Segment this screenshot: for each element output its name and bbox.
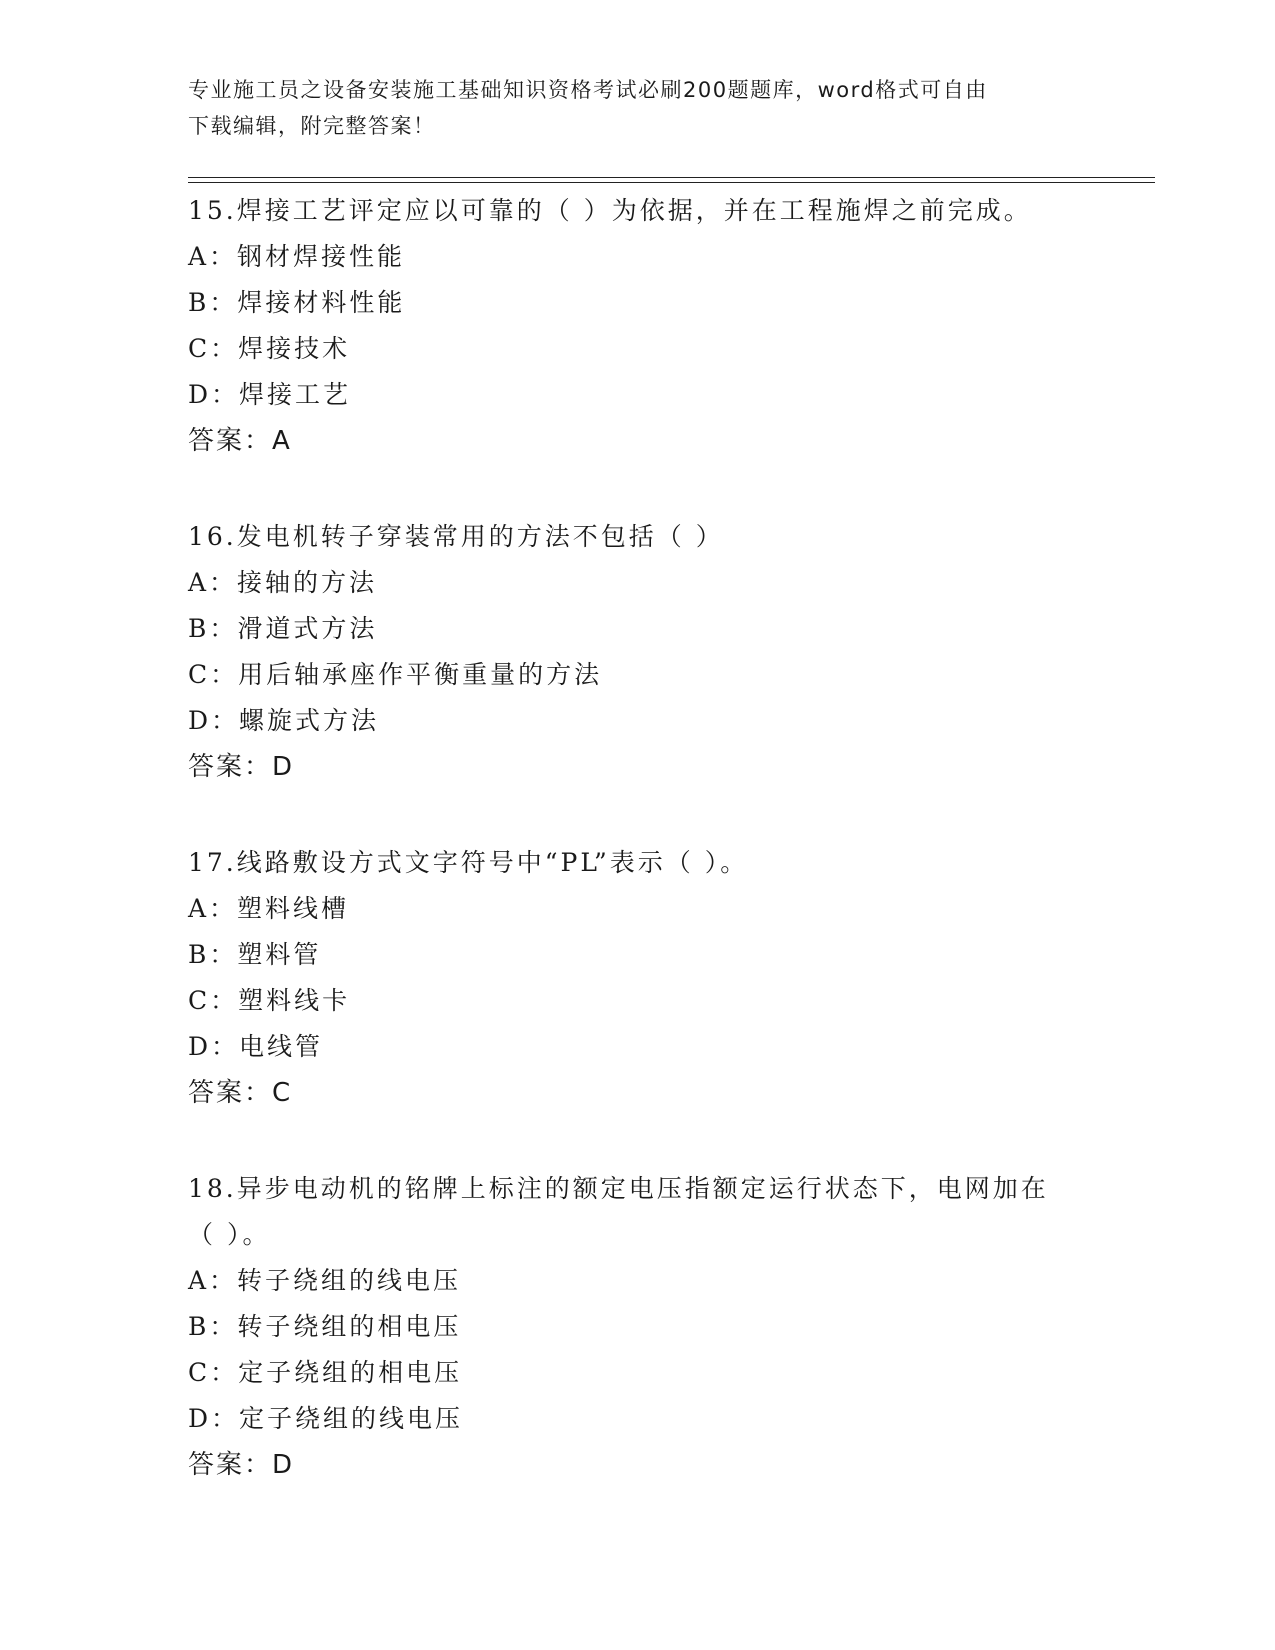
option-c: C：定子绕组的相电压 (188, 1358, 463, 1387)
header-divider-top (188, 177, 1155, 178)
option-d: D：螺旋式方法 (188, 706, 380, 735)
question-15 (188, 188, 1088, 464)
answer: 答案：A (188, 426, 292, 456)
document-header (188, 72, 1068, 144)
option-a: A：钢材焊接性能 (188, 242, 406, 271)
question-16 (188, 514, 1088, 790)
option-c: C：塑料线卡 (188, 986, 351, 1015)
question-18 (188, 1166, 1088, 1488)
question-stem: 16.发电机转子穿装常用的方法不包括（ ） (188, 522, 724, 551)
answer: 答案：C (188, 1078, 293, 1108)
header-divider-bottom (188, 182, 1155, 183)
option-b: B：转子绕组的相电压 (188, 1312, 462, 1341)
option-d: D：焊接工艺 (188, 380, 352, 409)
header-line-2: 下载编辑，附完整答案！ (188, 114, 436, 138)
answer: 答案：D (188, 1450, 295, 1480)
option-c: C：焊接技术 (188, 334, 351, 363)
option-a: A：转子绕组的线电压 (188, 1266, 462, 1295)
option-a: A：塑料线槽 (188, 894, 350, 923)
option-b: B：焊接材料性能 (188, 288, 406, 317)
question-list (188, 188, 1088, 1538)
question-17 (188, 840, 1088, 1116)
option-c: C：用后轴承座作平衡重量的方法 (188, 660, 603, 689)
answer: 答案：D (188, 752, 295, 782)
question-stem: 15.焊接工艺评定应以可靠的（ ）为依据，并在工程施焊之前完成。 (188, 196, 1032, 225)
option-d: D：定子绕组的线电压 (188, 1404, 464, 1433)
option-b: B：滑道式方法 (188, 614, 378, 643)
question-stem: 17.线路敷设方式文字符号中“PL”表示（ ）。 (188, 848, 749, 877)
header-line-1: 专业施工员之设备安装施工基础知识资格考试必刷200题题库，word格式可自由 (188, 78, 988, 102)
option-d: D：电线管 (188, 1032, 324, 1061)
question-stem: 18.异步电动机的铭牌上标注的额定电压指额定运行状态下，电网加在（ ）。 (188, 1174, 1049, 1249)
option-a: A：接轴的方法 (188, 568, 378, 597)
option-b: B：塑料管 (188, 940, 322, 969)
